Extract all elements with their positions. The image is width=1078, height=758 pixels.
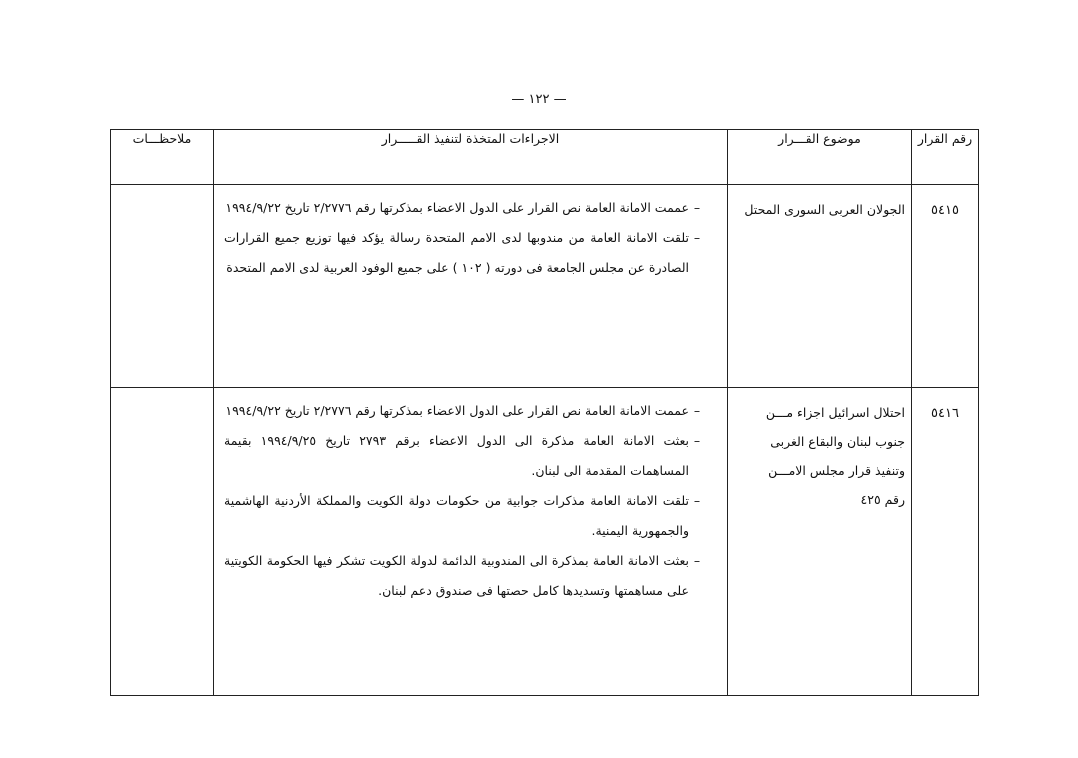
resolution-notes <box>111 388 214 696</box>
table-row <box>111 185 979 388</box>
action-item <box>224 546 705 606</box>
subject-line: وتنفيذ قرار مجلس الامـــن <box>768 463 905 478</box>
subject-line: رقم ٤٢٥ <box>860 492 905 507</box>
dash-marker: – <box>693 433 701 448</box>
dash-marker: – <box>693 230 701 245</box>
header-actions: الاجراءات المتخذة لتنفيذ القـــــرار <box>214 130 728 185</box>
action-item <box>224 193 705 223</box>
action-text: بعثت الامانة العامة مذكرة الى الدول الاعضاء برقم ٢٧٩٣ تاريخ ١٩٩٤/٩/٢٥ بقيمة المساهمات المقدمة الى لبنان. <box>224 433 690 478</box>
page-number: — ١٢٢ — <box>511 92 567 107</box>
resolution-subject <box>728 388 912 696</box>
action-text: عممت الامانة العامة نص القرار على الدول الاعضاء بمذكرتها رقم ٢/٢٧٧٦ تاريخ ١٩٩٤/٩/٢٢ <box>225 403 689 418</box>
action-text: تلقت الامانة العامة مذكرات جوابية من حكومات دولة الكويت والمملكة الأردنية الهاشمية والجمهورية اليمنية. <box>224 493 689 538</box>
table-row <box>111 388 979 696</box>
action-item <box>224 486 705 546</box>
subject-line: احتلال اسرائيل اجزاء مـــن <box>765 405 905 420</box>
action-item <box>224 223 705 283</box>
resolutions-table <box>110 129 979 696</box>
table-header-row <box>111 130 979 185</box>
action-text: تلقت الامانة العامة من مندوبها لدى الامم المتحدة رسالة يؤكد فيها توزيع جميع القرارات الصادرة عن مجلس الجامعة فى دورته ( ١٠٢ ) على جميع الوفود العربية لدى الامم المتحدة <box>224 230 689 275</box>
dash-marker: – <box>693 403 701 418</box>
resolution-subject <box>728 185 912 388</box>
action-text: بعثت الامانة العامة بمذكرة الى المندوبية الدائمة لدولة الكويت تشكر فيها الحكومة الكويتية على مساهمتها وتسديدها كامل حصتها فى صندوق دعم لبنان. <box>224 553 689 598</box>
action-text: عممت الامانة العامة نص القرار على الدول الاعضاء بمذكرتها رقم ٢/٢٧٧٦ تاريخ ١٩٩٤/٩/٢٢ <box>225 200 689 215</box>
subject-line: الجولان العربى السورى المحتل <box>744 202 905 217</box>
header-notes: ملاحظـــات <box>111 130 214 185</box>
dash-marker: – <box>693 553 701 568</box>
resolution-number: ٥٤١٦ <box>912 388 979 696</box>
resolution-notes <box>111 185 214 388</box>
action-item <box>224 396 705 426</box>
dash-marker: – <box>693 493 701 508</box>
subject-line: جنوب لبنان والبقاع الغربى <box>770 434 905 449</box>
resolution-actions <box>214 185 728 388</box>
header-number: رقم القرار <box>912 130 979 185</box>
action-item <box>224 426 705 486</box>
dash-marker: – <box>693 200 701 215</box>
header-subject: موضوع القـــرار <box>728 130 912 185</box>
resolution-actions <box>214 388 728 696</box>
resolution-number: ٥٤١٥ <box>912 185 979 388</box>
